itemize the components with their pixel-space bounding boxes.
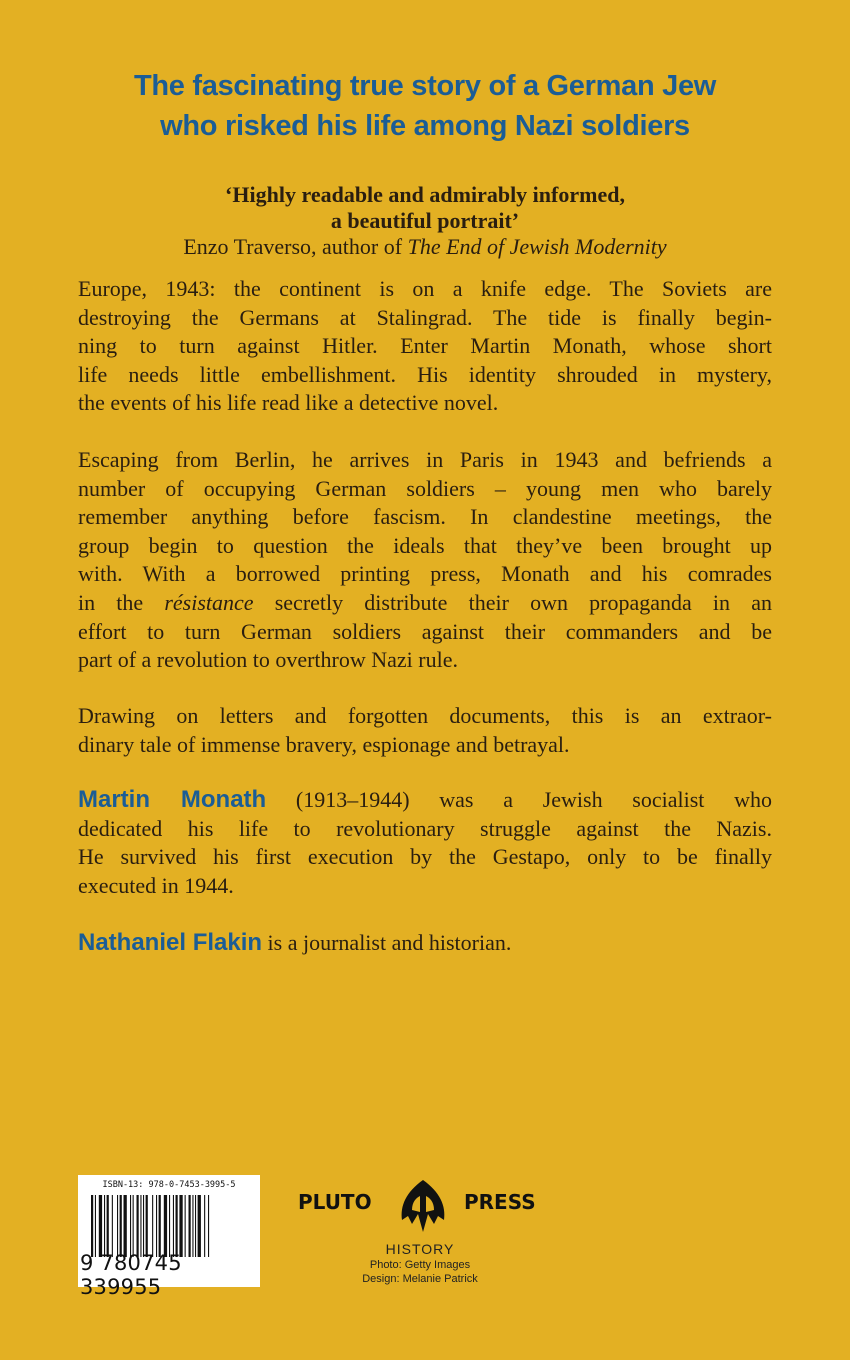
text-line: dedicated his life to revolutionary struggle against the Nazis. xyxy=(78,815,772,841)
barcode-bar xyxy=(107,1195,109,1257)
barcode-bar xyxy=(146,1195,148,1257)
text-fragment: (1913–1944) was a Jewish socialist who xyxy=(266,787,772,812)
barcode-bar xyxy=(169,1195,170,1257)
barcode-bar xyxy=(195,1195,196,1257)
paragraph-summary xyxy=(78,702,772,759)
subject-name: Martin Monath xyxy=(78,786,267,813)
barcode-bar xyxy=(185,1195,186,1257)
author-bio xyxy=(78,929,772,958)
quote-line: ‘Highly readable and admirably informed, xyxy=(225,182,625,207)
barcode-bar xyxy=(159,1195,161,1257)
text-line: life needs little embellishment. His identity shrouded in mystery, xyxy=(78,361,772,387)
text-line: number of occupying German soldiers – young men who barely xyxy=(78,475,772,501)
text-fragment: is a journalist and historian. xyxy=(262,930,512,955)
text-line: destroying the Germans at Stalingrad. The tide is finally begin- xyxy=(78,304,772,330)
barcode-bar xyxy=(130,1195,131,1257)
text-fragment: in the xyxy=(78,589,165,615)
barcode-bar xyxy=(189,1195,191,1257)
publisher-name-left: PLUTO xyxy=(298,1190,372,1214)
text-line: Escaping from Berlin, he arrives in Paris in 1943 and befriends a xyxy=(78,447,772,472)
paragraph-intro xyxy=(78,275,772,418)
tagline xyxy=(0,66,850,146)
design-credit: Design: Melanie Patrick xyxy=(362,1273,478,1285)
barcode-bar xyxy=(133,1195,134,1257)
author-name: Nathaniel Flakin xyxy=(78,929,263,956)
barcode-bar xyxy=(208,1195,209,1257)
barcode-digits: 9 780745 339955 xyxy=(80,1251,182,1299)
attribution-book: The End of Jewish Modernity xyxy=(407,234,667,259)
subject-bio xyxy=(78,786,772,900)
review-quote xyxy=(0,182,850,260)
barcode-bar xyxy=(173,1195,174,1257)
text-line xyxy=(78,589,772,618)
barcode-bar xyxy=(164,1195,167,1257)
text-line: ning to turn against Hitler. Enter Martin Monath, whose short xyxy=(78,333,772,359)
barcode-bar xyxy=(117,1195,118,1257)
barcode-bar xyxy=(112,1195,113,1257)
isbn-barcode xyxy=(78,1175,260,1299)
barcode-bar xyxy=(120,1195,122,1257)
text-line xyxy=(78,786,772,815)
barcode-bar xyxy=(179,1195,182,1257)
barcode-bar xyxy=(176,1195,178,1257)
photo-credit: Photo: Getty Images xyxy=(369,1259,471,1271)
text-line: with. With a borrowed printing press, Monath and his comrades xyxy=(78,561,772,587)
text-line xyxy=(78,929,772,958)
barcode-bar xyxy=(156,1195,157,1257)
barcode-bar xyxy=(104,1195,105,1257)
text-line: Drawing on letters and forgotten documents, this is an extraor- xyxy=(78,703,772,728)
text-line: group begin to question the ideals that they’ve been brought up xyxy=(78,532,772,558)
isbn-label: ISBN-13: 978-0-7453-3995-5 xyxy=(102,1180,236,1190)
text-line: dinary tale of immense bravery, espionage and betrayal. xyxy=(78,731,570,757)
barcode-bar xyxy=(124,1195,127,1257)
text-line: He survived his first execution by the Gestapo, only to be finally xyxy=(78,844,772,870)
text-line: part of a revolution to overthrow Nazi rule. xyxy=(78,647,458,673)
text-fragment: secretly distribute their own propaganda in an xyxy=(253,589,772,615)
barcode-bar xyxy=(204,1195,205,1257)
italic-term: résistance xyxy=(164,589,254,615)
credits xyxy=(320,1241,520,1286)
barcode-bar xyxy=(198,1195,201,1257)
barcode-bar xyxy=(192,1195,193,1257)
barcode-bar xyxy=(152,1195,153,1257)
barcode-bar xyxy=(143,1195,144,1257)
pluto-press-emblem-icon xyxy=(398,1180,448,1232)
barcode-bar xyxy=(137,1195,139,1257)
paragraph-story xyxy=(78,446,772,675)
attribution-author: Enzo Traverso, author of xyxy=(183,234,408,259)
quote-attribution xyxy=(0,234,850,260)
publisher-name-right: PRESS xyxy=(464,1190,536,1214)
barcode-bar xyxy=(99,1195,102,1257)
text-line: executed in 1944. xyxy=(78,872,234,898)
category-label: HISTORY xyxy=(385,1241,455,1257)
barcode-bar xyxy=(95,1195,96,1257)
tagline-line: The fascinating true story of a German Jew xyxy=(133,70,717,102)
quote-line: a beautiful portrait’ xyxy=(330,208,520,233)
text-line: effort to turn German soldiers against their commanders and be xyxy=(78,618,772,644)
text-line: remember anything before fascism. In clandestine meetings, the xyxy=(78,504,772,530)
tagline-line: who risked his life among Nazi soldiers xyxy=(160,110,690,142)
barcode-bar xyxy=(91,1195,93,1257)
publisher-logo xyxy=(298,1180,540,1232)
barcode-bar xyxy=(140,1195,141,1257)
text-line: the events of his life read like a detective novel. xyxy=(78,390,499,416)
text-line: Europe, 1943: the continent is on a knife edge. The Soviets are xyxy=(78,276,772,301)
